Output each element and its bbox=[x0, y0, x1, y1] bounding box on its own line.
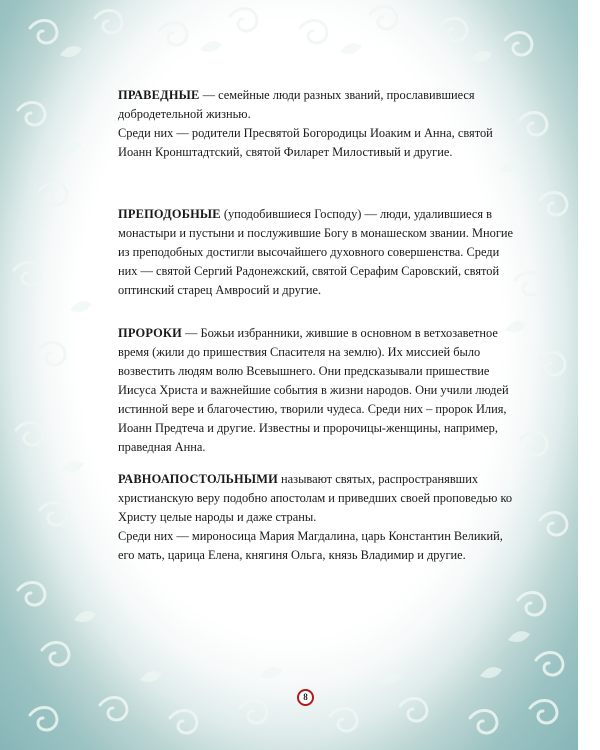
term-pravednye: ПРАВЕДНЫЕ bbox=[118, 88, 200, 102]
paragraph-proroki bbox=[118, 324, 518, 457]
definition-text-pravednye: — семейные люди разных званий, прославившиеся добродетельной жизнью. bbox=[118, 88, 475, 121]
paragraph-ravnoapostolnye bbox=[118, 470, 518, 565]
definition-text-proroki: — Божьи избранники, жившие в основном в ветхозаветное время (жили до пришествия Спасителя на землю). Их миссией было возвестить людям волю Всевышнего. Они предсказывали пришествие Иисуса Христа и важнейшие события в жизни народов. Они учили людей истинной вере и благочестию, творили чудеса. Среди них – пророк Илия, Иоанн Предтеча и другие. Известны и пророчицы-женщины, например, праведная Анна. bbox=[118, 326, 509, 454]
paragraph-prepodobnye bbox=[118, 205, 518, 300]
paragraph-pravednye bbox=[118, 86, 518, 162]
page-number: 8 bbox=[297, 689, 314, 706]
definition-prepodobnye bbox=[118, 205, 518, 300]
examples-ravnoapostolnye: Среди них — мироносица Мария Магдалина, царь Константин Великий, его мать, царица Елена, княгиня Ольга, князь Владимир и другие. bbox=[118, 529, 503, 562]
term-proroki: ПРОРОКИ bbox=[118, 326, 182, 340]
term-prepodobnye: ПРЕПОДОБНЫЕ bbox=[118, 207, 221, 221]
definition-pravednye bbox=[118, 86, 518, 124]
definition-proroki bbox=[118, 324, 518, 457]
definition-text-ravnoapostolnye: называют святых, распространявших христианскую веру подобно апостолам и приведших своей проповедью ко Христу целые народы и даже страны. bbox=[118, 472, 513, 524]
definition-text-prepodobnye: (уподобившиеся Господу) — люди, удалившиеся в монастыри и пустыни и послужившие Богу в монашеском звании. Многие из преподобных достигли высочайшего духовного совершенства. Среди них — святой Сергий Радонежский, святой Серафим Саровский, святой оптинский старец Амвросий и другие. bbox=[118, 207, 514, 297]
term-ravnoapostolnye: РАВНОАПОСТОЛЬНЫМИ bbox=[118, 472, 278, 486]
definition-ravnoapostolnye bbox=[118, 470, 518, 527]
examples-pravednye: Среди них — родители Пресвятой Богородицы Иоаким и Анна, святой Иоанн Кронштадтский, святой Филарет Милостивый и другие. bbox=[118, 126, 493, 159]
page-margin bbox=[578, 0, 600, 750]
